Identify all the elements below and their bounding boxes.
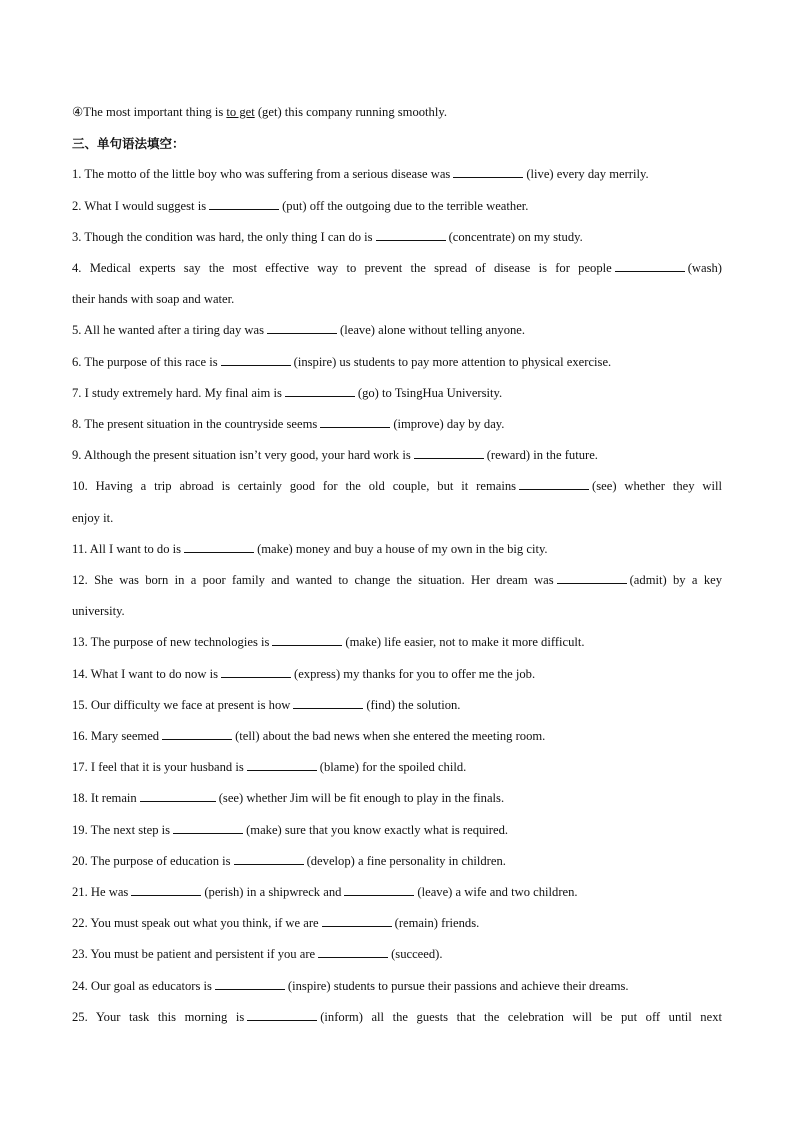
- answer-blank[interactable]: [344, 883, 414, 896]
- question-number: 20.: [72, 853, 88, 868]
- question-item: [72, 815, 722, 846]
- question-item: [72, 222, 722, 253]
- question-text: (remain) friends.: [394, 916, 480, 931]
- question-number: 3.: [72, 229, 82, 244]
- question-text: (find) the solution.: [366, 697, 461, 712]
- circled-number-marker: ④: [72, 105, 84, 119]
- question-text: All I want to do is: [89, 541, 182, 556]
- question-text: The motto of the little boy who was suffering from a serious disease was: [84, 167, 451, 182]
- question-text: Although the present situation isn’t very good, your hard work is: [83, 448, 411, 463]
- question-number: 14.: [72, 666, 88, 681]
- worksheet-page: [72, 97, 722, 1033]
- question-text: (inform) all the guests that the celebration will be put off until next: [320, 1009, 722, 1024]
- question-number: 25.: [72, 1009, 88, 1024]
- question-text: He was: [90, 885, 129, 900]
- question-item: [72, 971, 722, 1002]
- question-item: [72, 1002, 722, 1033]
- question-item: [72, 627, 722, 658]
- question-text: What I would suggest is: [84, 198, 207, 213]
- question-text: (see) whether they will: [592, 479, 723, 494]
- question-text: (make) sure that you know exactly what is required.: [246, 822, 509, 837]
- question-text: (leave) a wife and two children.: [417, 885, 578, 900]
- answer-blank[interactable]: [173, 821, 243, 834]
- question-number: 16.: [72, 729, 88, 744]
- question-item: [72, 378, 722, 409]
- question-number: 17.: [72, 760, 88, 775]
- question-number: 24.: [72, 978, 88, 993]
- answer-blank[interactable]: [131, 883, 201, 896]
- question-number: 10.: [72, 479, 88, 494]
- answer-blank[interactable]: [293, 696, 363, 709]
- question-number: 12.: [72, 573, 88, 588]
- question-item: [72, 471, 722, 502]
- answer-blank[interactable]: [184, 540, 254, 553]
- question-text: (put) off the outgoing due to the terrible weather.: [282, 198, 529, 213]
- question-text: All he wanted after a tiring day was: [83, 323, 265, 338]
- question-text: Medical experts say the most effective way to prevent the spread of disease is for people: [89, 261, 612, 276]
- question-number: 5.: [72, 323, 82, 338]
- answer-blank[interactable]: [267, 321, 337, 334]
- question-text: I feel that it is your husband is: [90, 760, 244, 775]
- question-number: 21.: [72, 885, 88, 900]
- answer-blank[interactable]: [221, 665, 291, 678]
- question-text: Your task this morning is: [95, 1009, 245, 1024]
- question-text: (live) every day merrily.: [526, 167, 649, 182]
- question-text: (reward) in the future.: [486, 448, 598, 463]
- question-text: (perish) in a shipwreck and: [204, 885, 342, 900]
- question-continuation: enjoy it.: [72, 510, 114, 525]
- question-number: 18.: [72, 791, 88, 806]
- example-answer: to get: [226, 105, 255, 119]
- question-text: (leave) alone without telling anyone.: [340, 323, 526, 338]
- question-item: [72, 534, 722, 565]
- question-text: (develop) a fine personality in children.: [306, 853, 506, 868]
- question-list: [72, 159, 722, 1033]
- question-item: [72, 877, 722, 908]
- question-number: 19.: [72, 822, 88, 837]
- question-item: [72, 721, 722, 752]
- question-item: [72, 315, 722, 346]
- question-item: [72, 347, 722, 378]
- question-item: [72, 409, 722, 440]
- question-number: 7.: [72, 385, 82, 400]
- answer-blank[interactable]: [215, 977, 285, 990]
- question-text: (express) my thanks for you to offer me the job.: [294, 666, 536, 681]
- question-text: (improve) day by day.: [393, 417, 505, 432]
- question-item: [72, 659, 722, 690]
- answer-blank[interactable]: [272, 633, 342, 646]
- question-continuation: their hands with soap and water.: [72, 292, 235, 307]
- question-text: You must be patient and persistent if you are: [90, 947, 316, 962]
- question-text: (make) life easier, not to make it more difficult.: [345, 635, 585, 650]
- question-text: I study extremely hard. My final aim is: [84, 385, 282, 400]
- question-number: 8.: [72, 417, 82, 432]
- question-text: The present situation in the countryside seems: [84, 417, 318, 432]
- answer-blank[interactable]: [140, 789, 216, 802]
- question-text: The purpose of education is: [90, 853, 231, 868]
- answer-blank[interactable]: [247, 1008, 317, 1021]
- question-text: The next step is: [90, 822, 171, 837]
- question-text: (go) to TsingHua University.: [357, 385, 503, 400]
- question-number: 11.: [72, 541, 88, 556]
- question-text: It remain: [90, 791, 137, 806]
- answer-blank[interactable]: [519, 477, 589, 490]
- question-item: [72, 159, 722, 190]
- question-item: [72, 253, 722, 284]
- question-text: (inspire) us students to pay more attention to physical exercise.: [293, 354, 612, 369]
- question-text: (admit) by a key: [629, 573, 722, 588]
- question-item: [72, 191, 722, 222]
- question-text: What I want to do now is: [90, 666, 218, 681]
- question-text: The purpose of this race is: [84, 354, 218, 369]
- answer-blank[interactable]: [615, 259, 685, 272]
- question-number: 1.: [72, 167, 82, 182]
- answer-blank[interactable]: [322, 914, 392, 927]
- answer-blank[interactable]: [376, 228, 446, 241]
- answer-blank[interactable]: [234, 852, 304, 865]
- question-text: Mary seemed: [90, 729, 160, 744]
- question-item: [72, 690, 722, 721]
- answer-blank[interactable]: [320, 415, 390, 428]
- question-number: 4.: [72, 261, 82, 276]
- answer-blank[interactable]: [162, 727, 232, 740]
- question-number: 9.: [72, 448, 82, 463]
- question-item: [72, 565, 722, 596]
- question-item: [72, 752, 722, 783]
- question-text: (wash): [687, 261, 723, 276]
- answer-blank[interactable]: [209, 197, 279, 210]
- question-item: [72, 939, 722, 970]
- question-text: (tell) about the bad news when she entered the meeting room.: [235, 729, 546, 744]
- question-number: 13.: [72, 635, 88, 650]
- question-text: She was born in a poor family and wanted to change the situation. Her dream was: [94, 573, 554, 588]
- answer-blank[interactable]: [318, 945, 388, 958]
- question-number: 6.: [72, 354, 82, 369]
- question-number: 23.: [72, 947, 88, 962]
- answer-blank[interactable]: [557, 571, 627, 584]
- question-text: (see) whether Jim will be fit enough to play in the finals.: [218, 791, 505, 806]
- question-item: [72, 908, 722, 939]
- question-item: [72, 846, 722, 877]
- question-text: (succeed).: [391, 947, 443, 962]
- question-text: You must speak out what you think, if we are: [90, 916, 319, 931]
- question-text: Our goal as educators is: [90, 978, 212, 993]
- question-text: (blame) for the spoiled child.: [319, 760, 467, 775]
- question-text: (concentrate) on my study.: [448, 229, 583, 244]
- answer-blank[interactable]: [414, 446, 484, 459]
- question-text: Having a trip abroad is certainly good for the old couple, but it remains: [95, 479, 517, 494]
- question-item: [72, 440, 722, 471]
- intro-example: ④The most important thing is to get (get) this company running smoothly.: [72, 105, 447, 119]
- question-number: 15.: [72, 697, 88, 712]
- answer-blank[interactable]: [247, 758, 317, 771]
- answer-blank[interactable]: [453, 165, 523, 178]
- question-continuation: university.: [72, 604, 125, 619]
- answer-blank[interactable]: [221, 353, 291, 366]
- question-text: Our difficulty we face at present is how: [90, 697, 291, 712]
- answer-blank[interactable]: [285, 384, 355, 397]
- section-heading: 三、单句语法填空：: [72, 136, 185, 152]
- question-text: (make) money and buy a house of my own in the big city.: [257, 541, 548, 556]
- question-text: Though the condition was hard, the only thing I can do is: [84, 229, 373, 244]
- question-text: The purpose of new technologies is: [90, 635, 270, 650]
- question-item: [72, 783, 722, 814]
- question-number: 22.: [72, 916, 88, 931]
- question-number: 2.: [72, 198, 82, 213]
- question-text: (inspire) students to pursue their passions and achieve their dreams.: [287, 978, 629, 993]
